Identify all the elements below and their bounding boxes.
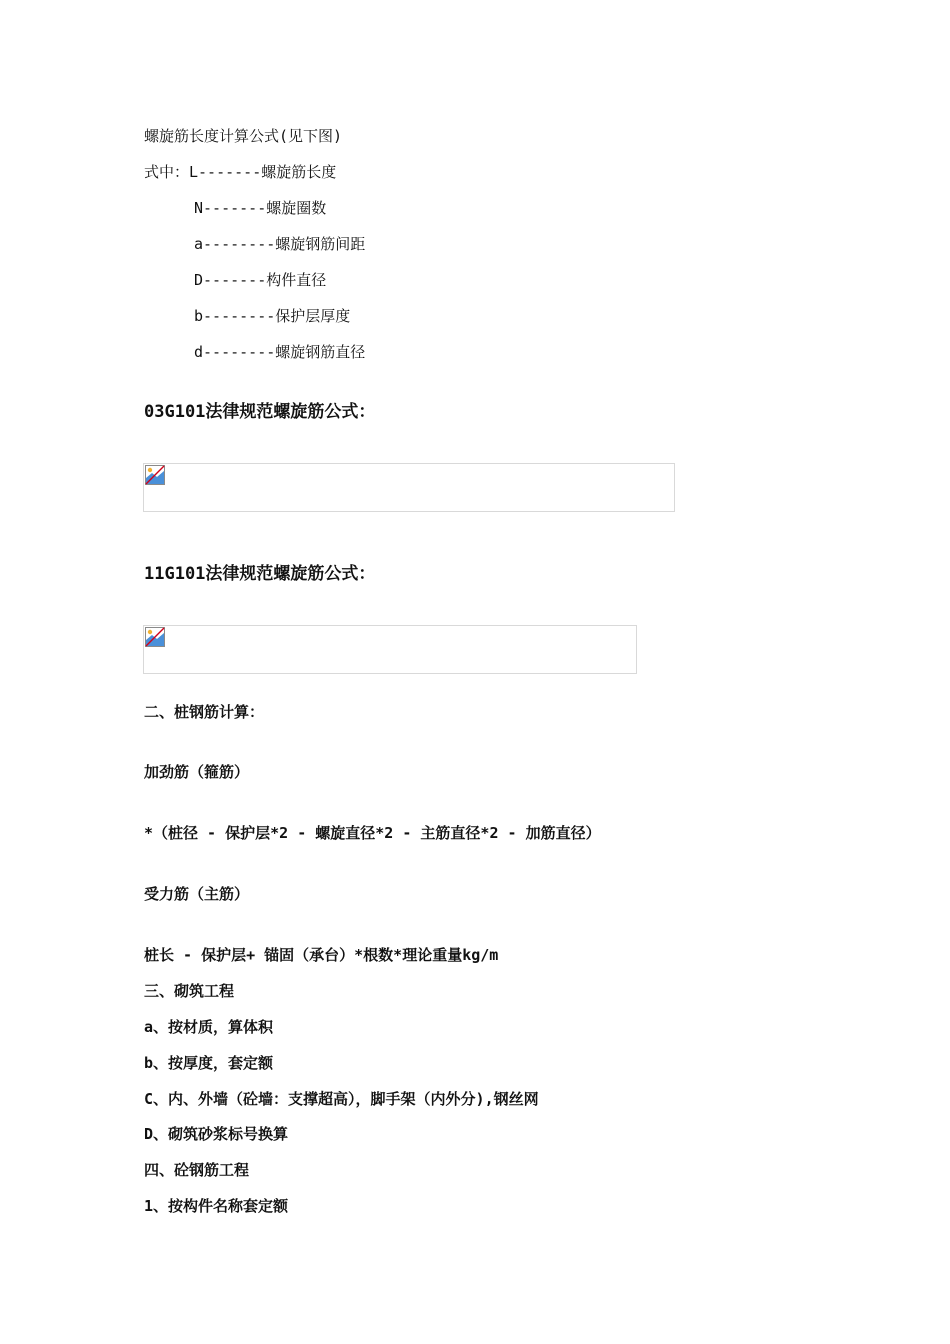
stirrup-title: 加劲筋（箍筋） <box>144 763 250 781</box>
masonry-item-a: a、按材质，算体积 <box>144 1018 274 1036</box>
stirrup-formula: *（桩径 - 保护层*2 - 螺旋直径*2 - 主筋直径*2 - 加筋直径） <box>144 824 601 842</box>
main-bar-title: 受力筋（主筋） <box>144 885 250 903</box>
main-bar-formula: 桩长 - 保护层+ 锚固（承台）*根数*理论重量kg/m <box>144 946 499 964</box>
broken-image-icon <box>145 627 165 647</box>
rebar-item-1: 1、按构件名称套定额 <box>144 1197 289 1215</box>
formula-image-03g101 <box>143 463 675 512</box>
heading-03g101: 03G101法律规范螺旋筋公式： <box>144 402 376 422</box>
variable-d-upper: D-------构件直径 <box>194 271 327 289</box>
section-2-title: 二、桩钢筋计算： <box>144 703 265 721</box>
formula-intro: 螺旋筋长度计算公式(见下图) <box>144 127 343 145</box>
broken-image-icon <box>145 465 165 485</box>
formula-image-11g101 <box>143 625 637 674</box>
variable-a: a--------螺旋钢筋间距 <box>194 235 366 253</box>
section-3-title: 三、砌筑工程 <box>144 982 235 1000</box>
variable-n: N-------螺旋圈数 <box>194 199 327 217</box>
heading-11g101: 11G101法律规范螺旋筋公式： <box>144 564 376 584</box>
masonry-item-c: C、内、外墙（砼墙：支撑超高），脚手架（内外分),钢丝网 <box>144 1090 539 1108</box>
masonry-item-b: b、按厚度，套定额 <box>144 1054 274 1072</box>
section-4-title: 四、砼钢筋工程 <box>144 1161 250 1179</box>
where-label: 式中：L-------螺旋筋长度 <box>144 163 337 181</box>
variable-b: b--------保护层厚度 <box>194 307 351 325</box>
variable-d-lower: d--------螺旋钢筋直径 <box>194 343 366 361</box>
masonry-item-d: D、砌筑砂浆标号换算 <box>144 1125 289 1143</box>
